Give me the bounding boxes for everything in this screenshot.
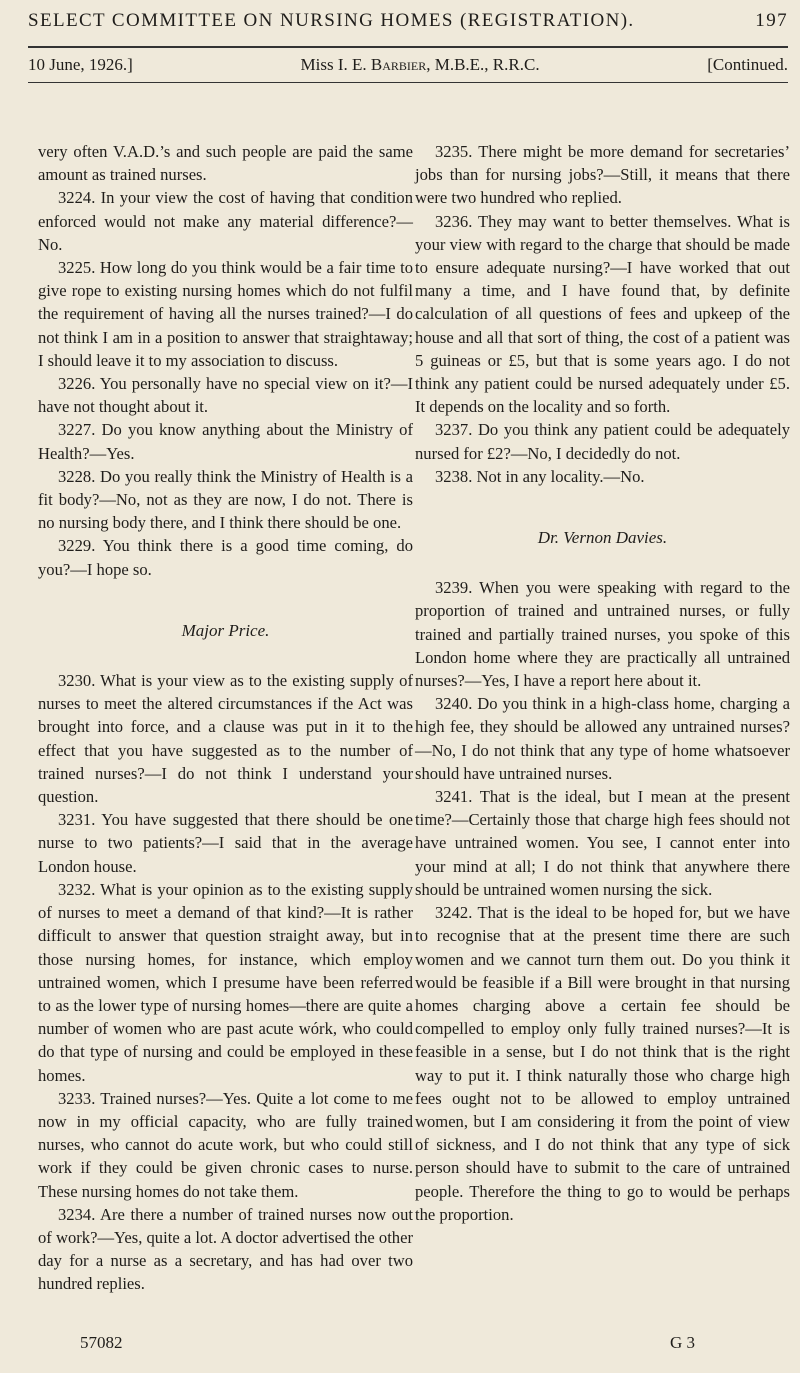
section-heading: Major Price. <box>181 620 270 640</box>
paragraph: 3226. You personally have no special view on it?—I have not thought about it. <box>38 374 413 417</box>
paragraph: 3233. Trained nurses?—Yes. Quite a lot come to me now in my official capacity, who are fully trained nurses, who cannot do acute work, but who could still work if they could be given chronic cases to nurse. These nursing homes do not take them. <box>38 1088 413 1201</box>
paragraph: 3227. Do you know anything about the Ministry of Health?—Yes. <box>38 420 413 463</box>
paragraph: 3240. Do you think in a high-class home, charging a high fee, they should be allowed any untrained nurses?—No, I do not think that any type of home whatsoever should have untrained nurses. <box>415 694 790 783</box>
running-header <box>28 10 788 32</box>
subheader-rule <box>28 82 788 83</box>
paragraph: 3225. How long do you think would be a fair time to give rope to existing nursing homes which do not fulfil the requirement of having all the nurses trained?—I do not think I am in a position to answer that straightaway; I should leave it to my association to discuss. <box>38 258 413 370</box>
continued-label: [Continued. <box>707 55 788 74</box>
paragraph: very often V.A.D.’s and such people are paid the same amount as trained nurses. <box>38 142 413 185</box>
paragraph: 3238. Not in any locality.—No. <box>435 466 645 486</box>
paragraph: 3237. Do you think any patient could be adequately nursed for £2?—No, I decidedly do not. <box>415 420 790 463</box>
witness-prefix: Miss I. E. <box>300 55 371 74</box>
left-column <box>38 140 413 1296</box>
paragraph: 3234. Are there a number of trained nurses now out of work?—Yes, quite a lot. A doctor advertised the other day for a nurse as a secretary, and has had over two hundred replies. <box>38 1204 413 1294</box>
sitting-date: 10 June, 1926.] <box>28 55 133 74</box>
right-column <box>415 140 790 1226</box>
paragraph: 3229. You think there is a good time coming, do you?—I hope so. <box>38 536 413 579</box>
paragraph: 3235. There might be more demand for secretaries’ jobs than for nursing jobs?—Still, it means that there were two hundred who replied. <box>415 142 790 208</box>
witness-suffix: , M.B.E., R.R.C. <box>426 55 540 74</box>
paragraph: 3230. What is your view as to the existing supply of nurses to meet the altered circumstances if the Act was brought into force, and a clause was put in it to the effect that you have suggested as to the number of trained nurses?—I do not think I understand your question. <box>38 671 413 807</box>
section-heading: Dr. Vernon Davies. <box>537 528 668 548</box>
witness-surname: Barbier <box>370 55 427 74</box>
page-number: 197 <box>755 10 788 31</box>
header-title: SELECT COMMITTEE ON NURSING HOMES (REGISTRATION). <box>28 10 635 31</box>
paragraph: 3241. That is the ideal, but I mean at the present time?—Certainly those that charge high fees should not have untrained women. You see, I cannot enter into your mind at all; I do not think that anywhere there should be untrained women nursing the sick. <box>415 787 790 899</box>
paragraph: 3242. That is the ideal to be hoped for, but we have to recognise that at the present time there are such women and we cannot turn them out. Do you think it would be feasible if a Bill were brought in that nursing homes charging above a certain fee should be compelled to employ only fully trained nurses?—It is feasible in a sense, but I do not think that is the right way to put it. I think naturally those who charge high fees ought not to be allowed to employ untrained women, but I am considering it from the point of view of sickness, and I do not think that any type of sick person should have to submit to the care of untrained people. Therefore the thing to go to would be perhaps the proportion. <box>415 903 790 1224</box>
paragraph: 3232. What is your opinion as to the existing supply of nurses to meet a demand of that kind?—It is rather difficult to answer that question straight away, but in those nursing homes, for instance, which employ untrained women, which I presume have been referred to as the lower type of nursing homes—there are quite a number of women who are past acute wórk, who could do that type of nursing and could be employed in these homes. <box>38 879 413 1085</box>
signature-mark: G 3 <box>670 1333 696 1352</box>
witness-name <box>301 55 540 75</box>
paragraph: 3239. When you were speaking with regard to the proportion of trained and untrained nurses, or fully trained and partially trained nurses, you spoke of this London home where they are practically all untrained nurses?—Yes, I have a report here about it. <box>415 578 790 691</box>
subheader <box>28 55 788 75</box>
header-rule <box>28 46 788 48</box>
print-code: 57082 <box>80 1333 123 1352</box>
paragraph: 3224. In your view the cost of having that condition enforced would not make any material difference?—No. <box>38 188 413 254</box>
paragraph: 3228. Do you really think the Ministry of Health is a fit body?—No, not as they are now, I do not. There is no nursing body there, and I think there should be one. <box>38 466 413 533</box>
paragraph: 3236. They may want to better themselves. What is your view with regard to the charge that should be made to ensure adequate nursing?—I have worked that out many a time, and I have found that, by definite calculation of all questions of fees and upkeep of the house and all that sort of thing, the cost of a patient was 5 guineas or £5, but that is some years ago. I do not think any patient could be nursed adequately under £5. It depends on the locality and so forth. <box>415 211 790 417</box>
paragraph: 3231. You have suggested that there should be one nurse to two patients?—I said that in the average London house. <box>38 810 413 876</box>
